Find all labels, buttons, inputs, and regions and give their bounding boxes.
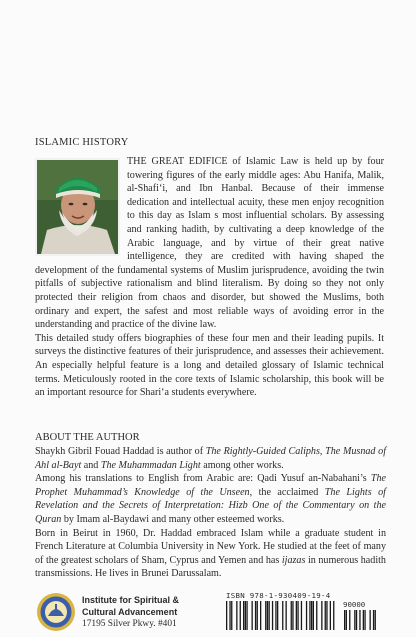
publisher-address: 17195 Silver Pkwy. #401 bbox=[82, 619, 177, 629]
isbn-barcode bbox=[226, 601, 386, 630]
publisher-name-line2: Cultural Advancement bbox=[82, 607, 178, 617]
term: ijazas bbox=[281, 554, 306, 566]
book-title: The Prophet Muhammad’s Knowledge of the Unseen bbox=[35, 473, 386, 498]
author-bio bbox=[35, 445, 386, 581]
price-code: 90000 bbox=[343, 600, 366, 609]
isbn-number: ISBN 978-1-930409-19-4 bbox=[226, 591, 331, 600]
author-bio-p2: Among his translations to English from Arabic are: Qadi Yusuf an-Nabahani’s The Prophet Muhammad’s Knowledge of the Unseen, the acclaimed The Lights of Revelation and the Secrets of Interpretation: Hizb One of the Commentary on the Quran by Imam al-Baydawi and many other esteemed works. bbox=[35, 473, 386, 525]
book-description bbox=[35, 155, 384, 400]
publisher-name: Institute for Spiritual & bbox=[82, 595, 180, 605]
author-photo bbox=[35, 158, 120, 256]
author-bio-p1: Shaykh Gibril Fouad Haddad is author of The Rightly-Guided Caliphs, The Musnad of Ahl al-Bayt and The Muhammadan Light among other works. bbox=[35, 446, 387, 471]
description-para2: This detailed study offers biographies of these four men and their leading pupils. It surveys the distinctive features of their jurisprudence, and assesses their achievement. An especially helpful feature is a long and detailed glossary of Islamic technical terms. Meticulously rooted in the core texts of Islamic scholarship, this book will be an important resource for Shari‘a students everywhere. bbox=[35, 332, 384, 399]
category-label: ISLAMIC HISTORY bbox=[35, 137, 129, 148]
book-title: The Rightly-Guided Caliphs bbox=[205, 446, 320, 457]
book-title: The Musnad of Ahl al-Bayt bbox=[35, 446, 387, 471]
book-title: The Muhammadan Light bbox=[100, 459, 201, 471]
author-bio-p3: Born in Beirut in 1960, Dr. Haddad embraced Islam while a graduate student in French Literature at Columbia University in New York. He studied at the feet of many of the greatest scholars of Sham, Cyprus and Yemen and has ijazas in numerous hadith transmissions. He lives in Brunei Darussalam. bbox=[35, 527, 386, 580]
book-title: The Lights of Revelation and the Secrets of Interpretation: Hizb One of the Commentary on the Quran bbox=[35, 486, 386, 525]
description-para1: of Islamic Law is held up by four towering figures of the early middle ages: Abu Hanifa, Malik, al-Shafi‘i, and Ibn Hanbal. Because of their immense dedication and intellectual acuity, these men enjoy recognition to this day as Islam s most influential scholars. By assessing and ranking hadith, by cultivating a deep knowledge of the Arabic language, and by virtue of their great native intelligence, they are credited with having shaped the development of the fundamental systems of Muslim jurisprudence, avoiding the twin pitfalls of subjective rationalism and blind literalism. By doing so they not only protected their religion from chaos and disorder, but showed the Muslims, both ordinary and expert, the safest and most reliable ways of avoiding error in the understanding and practice of the divine law. bbox=[35, 156, 385, 331]
publisher-info bbox=[82, 594, 179, 630]
about-author-heading: ABOUT THE AUTHOR bbox=[35, 432, 140, 443]
publisher-seal-logo bbox=[36, 592, 76, 632]
description-lead: THE GREAT EDIFICE bbox=[127, 156, 228, 167]
